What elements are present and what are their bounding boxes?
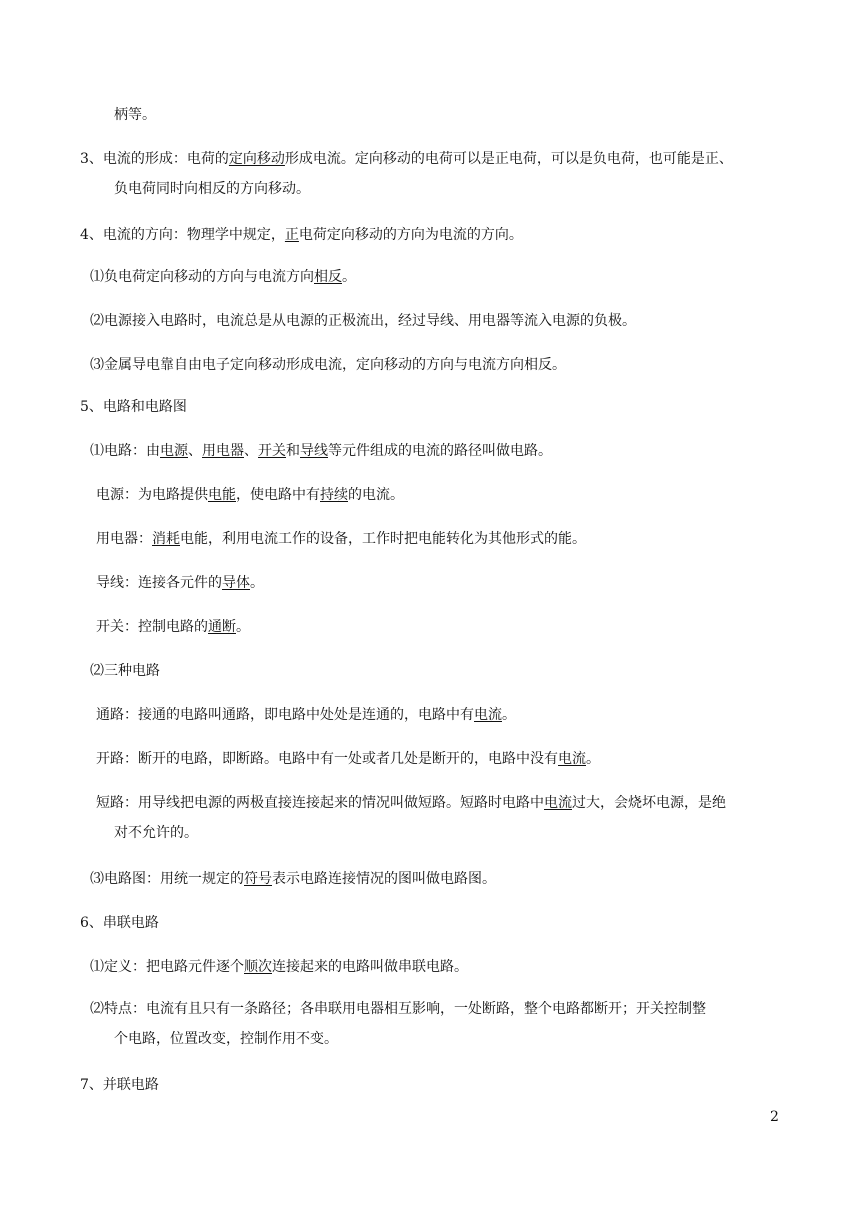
text-segment: 的电流。 <box>348 487 404 503</box>
page-number: 2 <box>770 1109 779 1125</box>
text-segment: 负电荷同时向相反的方向移动。 <box>114 181 310 197</box>
text-segment: 通路：接通的电路叫通路，即电路中处处是连通的，电路中有 <box>96 707 474 723</box>
text-line <box>90 1000 706 1018</box>
underlined-term: 电源 <box>160 443 188 459</box>
text-segment: 短路：用导线把电源的两极直接连接起来的情况叫做短路。短路时电路中 <box>96 795 544 811</box>
text-line <box>80 1076 159 1094</box>
text-line <box>90 958 468 976</box>
text-segment: 连接起来的电路叫做串联电路。 <box>272 959 468 975</box>
underlined-term: 电流 <box>544 795 572 811</box>
text-line <box>90 662 160 680</box>
text-segment: ⑴定义：把电路元件逐个 <box>90 959 244 975</box>
text-segment: 表示电路连接情况的图叫做电路图。 <box>272 871 496 887</box>
text-segment: 等元件组成的电流的路径叫做电路。 <box>328 443 552 459</box>
text-segment: 6、串联电路 <box>80 915 159 931</box>
text-segment: 柄等。 <box>114 107 156 123</box>
text-line <box>80 150 733 168</box>
text-line <box>90 442 552 460</box>
text-segment: ⑶金属导电靠自由电子定向移动形成电流，定向移动的方向与电流方向相反。 <box>90 357 566 373</box>
text-line <box>80 914 159 932</box>
text-segment: 开路：断开的电路，即断路。电路中有一处或者几处是断开的，电路中没有 <box>96 751 558 767</box>
text-segment: ，使电路中有 <box>236 487 320 503</box>
text-segment: 过大，会烧坏电源，是绝 <box>572 795 726 811</box>
text-segment: ⑴负电荷定向移动的方向与电流方向 <box>90 269 314 285</box>
text-segment: 5、电路和电路图 <box>80 399 187 415</box>
text-line <box>96 794 726 812</box>
text-segment: 导线：连接各元件的 <box>96 575 222 591</box>
text-segment: 用电器： <box>96 531 152 547</box>
underlined-term: 导线 <box>300 443 328 459</box>
text-segment: 开关：控制电路的 <box>96 619 208 635</box>
text-segment: 7、并联电路 <box>80 1077 159 1093</box>
text-segment: 。 <box>586 751 600 767</box>
text-segment: 和 <box>286 443 300 459</box>
underlined-term: 用电器 <box>202 443 244 459</box>
text-segment: ⑵特点：电流有且只有一条路径；各串联用电器相互影响，一处断路，整个电路都断开；开关控制整 <box>90 1001 706 1017</box>
text-segment: 、 <box>244 443 258 459</box>
text-line <box>96 750 600 768</box>
text-segment: 电荷定向移动的方向为电流的方向。 <box>298 227 523 243</box>
text-line <box>96 706 516 724</box>
underlined-term: 导体 <box>222 575 250 591</box>
underlined-term: 正 <box>284 227 299 243</box>
text-line <box>90 312 636 330</box>
text-segment: 4、电流的方向：物理学中规定， <box>80 227 285 243</box>
text-segment: 对不允许的。 <box>114 825 198 841</box>
text-segment: ⑶电路图：用统一规定的 <box>90 871 244 887</box>
text-segment: 电源：为电路提供 <box>96 487 208 503</box>
text-line <box>90 268 356 286</box>
text-line <box>80 226 523 244</box>
text-segment: 。 <box>502 707 516 723</box>
text-line <box>96 530 586 548</box>
text-segment: 、 <box>188 443 202 459</box>
text-line <box>114 106 156 124</box>
underlined-term: 电流 <box>558 751 586 767</box>
underlined-term: 相反 <box>314 269 342 285</box>
text-line <box>114 180 310 198</box>
text-segment: 。 <box>250 575 264 591</box>
underlined-term: 消耗 <box>152 531 180 547</box>
text-segment: ⑵三种电路 <box>90 663 160 679</box>
text-line <box>90 870 496 888</box>
text-line <box>114 1030 338 1048</box>
text-segment: 。 <box>236 619 250 635</box>
text-segment: 形成电流。定向移动的电荷可以是正电荷，可以是负电荷，也可能是正、 <box>284 151 733 167</box>
text-line <box>90 356 566 374</box>
text-line <box>96 486 404 504</box>
underlined-term: 电能 <box>208 487 236 503</box>
text-segment: ⑴电路：由 <box>90 443 160 459</box>
underlined-term: 定向移动 <box>228 151 285 167</box>
text-segment: ⑵电源接入电路时，电流总是从电源的正极流出，经过导线、用电器等流入电源的负极。 <box>90 313 636 329</box>
text-line <box>114 824 198 842</box>
underlined-term: 持续 <box>320 487 348 503</box>
underlined-term: 顺次 <box>244 959 272 975</box>
underlined-term: 电流 <box>474 707 502 723</box>
text-line <box>80 398 187 416</box>
underlined-term: 符号 <box>244 871 272 887</box>
text-segment: 个电路，位置改变，控制作用不变。 <box>114 1031 338 1047</box>
text-segment: 电能，利用电流工作的设备，工作时把电能转化为其他形式的能。 <box>180 531 586 547</box>
underlined-term: 开关 <box>258 443 286 459</box>
text-segment: 。 <box>342 269 356 285</box>
text-segment: 3、电流的形成：电荷的 <box>80 151 229 167</box>
underlined-term: 通断 <box>208 619 236 635</box>
text-line <box>96 618 250 636</box>
text-line <box>96 574 264 592</box>
